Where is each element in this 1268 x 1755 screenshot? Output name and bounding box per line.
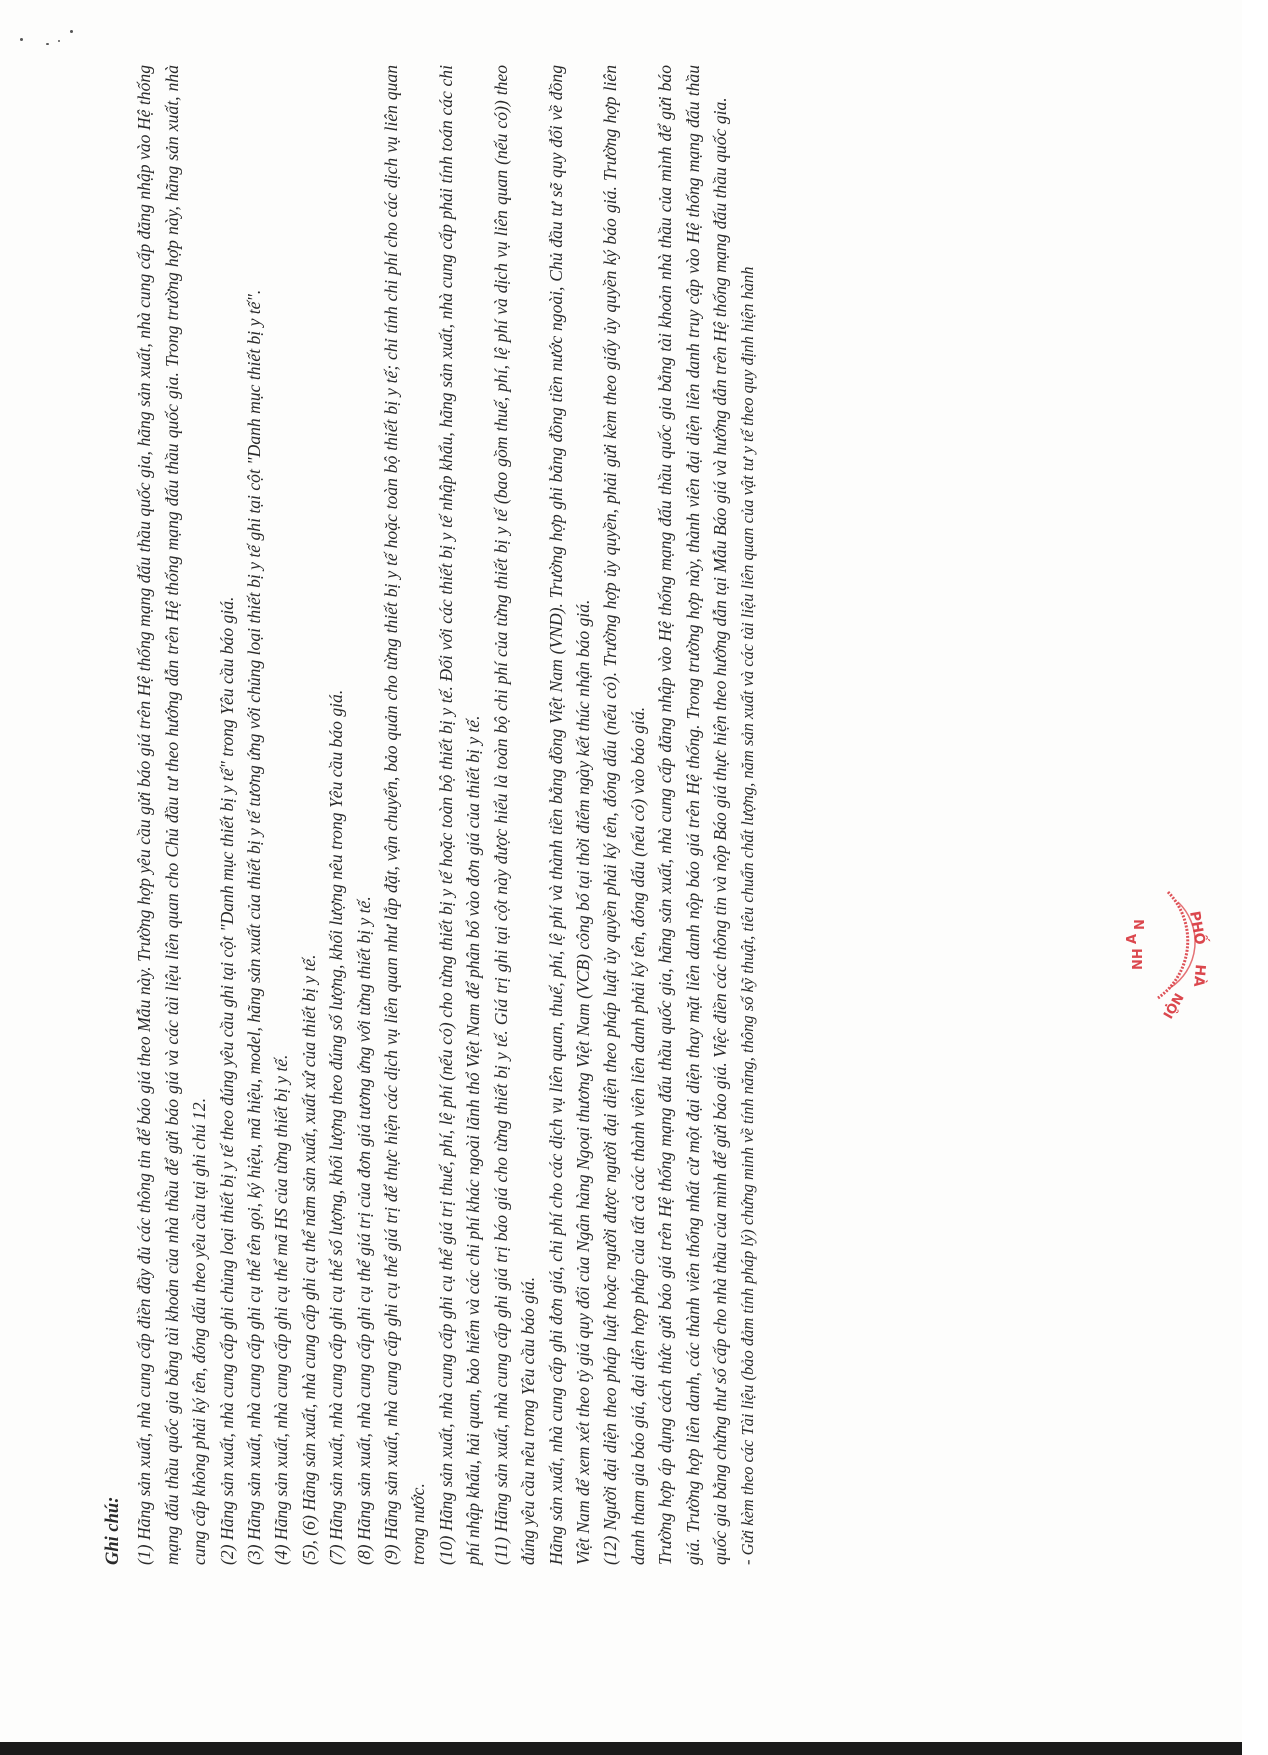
note-9: (9) Hãng sản xuất, nhà cung cấp ghi cụ thể giá trị để thực hiện các dịch vụ liên quan như lắp đặt, vận chuyển, bảo quản cho từng thiết bị y tế hoặc toàn bộ thiết bị y tế; chỉ tính chi phí cho các dịch vụ liên quan trong nước. — [381, 65, 429, 1565]
note-11: (11) Hãng sản xuất, nhà cung cấp ghi giá trị báo giá cho từng thiết bị y tế. Giá trị ghi tại cột này được hiểu là toàn bộ chi phí của từng thiết bị y tế (bao gồm thuế, phí, lệ phí và dịch vụ liên quan (nếu có)) theo đúng yêu cầu nêu trong Yêu cầu báo giá. — [490, 65, 539, 1565]
note-5-6: (5), (6) Hãng sản xuất, nhà cung cấp ghi cụ thể năm sản xuất, xuất xứ của thiết bị y tế. — [298, 954, 319, 1565]
svg-text:PHỐ: PHỐ — [1186, 909, 1208, 947]
note-12: (12) Người đại diện theo pháp luật hoặc người được người đại diện theo pháp luật ủy quyền phải ký tên, đóng dấu (nếu có). Trường hợp ủy quyền, phải gửi kèm theo giấy ủy quyền ký báo giá. Trường hợp liên danh tham gia báo giá, đại diện hợp pháp của tất cả các thành viên liên danh phải ký tên, đóng dấu (nếu có) vào báo giá. — [600, 65, 648, 1565]
note-currency: Hãng sản xuất, nhà cung cấp ghi đơn giá, chi phí cho các dịch vụ liên quan, thuế, phí, lệ phí và thành tiền bằng đồng Việt Nam (VND). Trường hợp ghi bằng đồng tiền nước ngoài, Chủ đầu tư sẽ quy đổi về đồng Việt Nam để xem xét theo tỷ giá quy đổi của Ngân hàng Ngoại thương Việt Nam (VCB) công bố tại thời điểm ngày kết thúc nhận báo giá. — [545, 65, 593, 1565]
scan-edge — [0, 1742, 1242, 1755]
svg-text:A: A — [1125, 933, 1140, 944]
note-7: (7) Hãng sản xuất, nhà cung cấp ghi cụ thể số lượng, khối lượng theo đúng số lượng, khối lượng nêu trong Yêu cầu báo giá. — [326, 689, 347, 1565]
scan-speck — [70, 30, 73, 33]
note-e-bidding: Trường hợp áp dụng cách thức gửi báo giá trên Hệ thống mạng đấu thầu quốc gia, hãng sản xuất, nhà cung cấp đăng nhập vào Hệ thống mạng đấu thầu quốc gia bằng tài khoản nhà thầu của mình để gửi báo giá. Trường hợp liên danh, các thành viên thống nhất cử một đại diện thay mặt liên danh nộp báo giá trên Hệ thống. Trong trường hợp này, thành viên đại diện liên danh truy cập vào Hệ thống mạng đấu thầu quốc gia bằng chứng thư số cấp cho nhà thầu của mình để gửi báo giá. Việc điền các thông tin và nộp Báo giá thực hiện theo hướng dẫn tại Mẫu Báo giá và hướng dẫn trên Hệ thống mạng đấu thầu quốc gia. — [655, 65, 730, 1565]
scan-speck — [58, 40, 60, 42]
note-8: (8) Hãng sản xuất, nhà cung cấp ghi cụ thể giá trị của đơn giá tương ứng với từng thiết bị y tế. — [353, 896, 374, 1565]
note-10: (10) Hãng sản xuất, nhà cung cấp ghi cụ thể giá trị thuế, phí, lệ phí (nếu có) cho từng thiết bị y tế hoặc toàn bộ thiết bị y tế. Đối với các thiết bị y tế nhập khẩu, hãng sản xuất, nhà cung cấp phải tính toán các chi phí nhập khẩu, hải quan, bảo hiểm và các chi phí khác ngoài lãnh thổ Việt Nam để phân bổ vào đơn giá của thiết bị y tế. — [435, 65, 484, 1565]
scan-speck — [20, 38, 23, 41]
note-4: (4) Hãng sản xuất, nhà cung cấp ghi cụ thể mã HS của từng thiết bị y tế. — [271, 1054, 292, 1565]
attachment-note: - Gửi kèm theo các Tài liệu (bảo đảm tính pháp lý) chứng minh về tính năng, thông số kỹ thuật, tiêu chuẩn chất lượng, năm sản xuất và các tài liệu liên quan của vật tư y tế theo quy định hiện hành — [738, 266, 758, 1565]
notes-block — [100, 65, 1040, 1565]
note-1: (1) Hãng sản xuất, nhà cung cấp điền đầy đủ các thông tin để báo giá theo Mẫu này. Trường hợp yêu cầu gửi báo giá trên Hệ thống mạng đấu thầu quốc gia, hãng sản xuất, nhà cung cấp đăng nhập vào Hệ thống mạng đấu thầu quốc gia bằng tài khoản của nhà thầu để gửi báo giá và các tài liệu liên quan cho Chủ đầu tư theo hướng dẫn trên Hệ thống mạng đấu thầu quốc gia. Trong trường hợp này, hãng sản xuất, nhà cung cấp không phải ký tên, đóng dấu theo yêu cầu tại ghi chú 12. — [134, 65, 210, 1565]
note-2: (2) Hãng sản xuất, nhà cung cấp ghi chủng loại thiết bị y tế theo đúng yêu cầu ghi tại cột "Danh mục thiết bị y tế" trong Yêu cầu báo giá. — [216, 596, 237, 1565]
scan-speck — [46, 43, 49, 45]
note-3: (3) Hãng sản xuất, nhà cung cấp ghi cụ thể tên gọi, ký hiệu, mã hiệu, model, hãng sản xuất của thiết bị y tế tương ứng với chủng loại thiết bị y tế ghi tại cột "Danh mục thiết bị y tế". — [244, 289, 265, 1565]
svg-text:NỘI: NỘI — [1159, 990, 1186, 1021]
svg-text:HÀ: HÀ — [1190, 963, 1208, 988]
notes-heading: Ghi chú: — [103, 1496, 123, 1565]
svg-text:NH: NH — [1131, 948, 1146, 970]
seal-graphic — [1125, 880, 1268, 1021]
red-seal-stamp — [1125, 880, 1268, 1021]
svg-text:N: N — [1133, 919, 1148, 930]
